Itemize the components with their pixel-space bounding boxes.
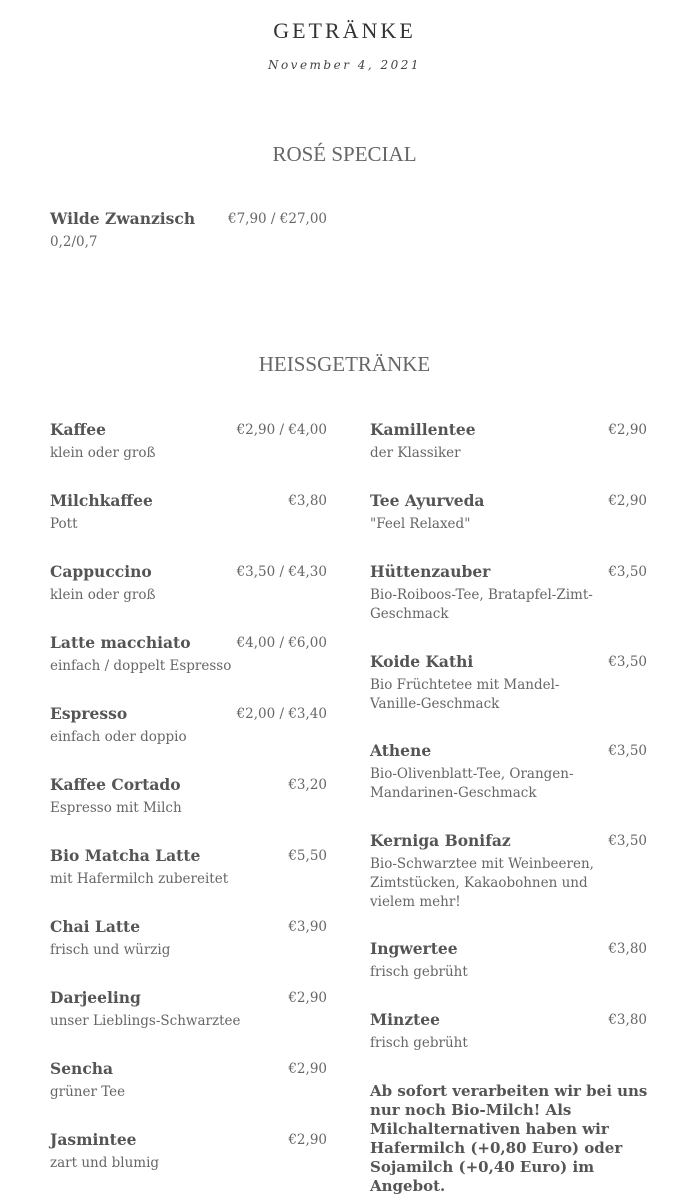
item-price: €3,80 — [288, 493, 327, 509]
item-name: Milchkaffee — [50, 491, 153, 510]
item-name: Kerniga Bonifaz — [370, 831, 511, 850]
item-description: Espresso mit Milch — [50, 800, 182, 816]
menu-item — [50, 1129, 327, 1179]
item-description: klein oder groß — [50, 445, 156, 461]
menu-item — [370, 419, 647, 490]
item-description: 0,2/0,7 — [50, 234, 98, 250]
item-description: klein oder groß — [50, 587, 156, 603]
item-description: einfach oder doppio — [50, 729, 187, 745]
item-name: Koide Kathi — [370, 652, 474, 671]
item-name: Cappuccino — [50, 562, 152, 581]
menu-item — [370, 830, 647, 938]
item-name: Chai Latte — [50, 917, 141, 936]
item-description: frisch gebrüht — [370, 964, 468, 980]
menu-item — [50, 208, 327, 252]
item-price: €3,50 / €4,30 — [236, 564, 327, 580]
heissgetraenke-right-column — [370, 419, 647, 1069]
item-name: Ingwertee — [370, 939, 458, 958]
item-name: Minztee — [370, 1010, 440, 1029]
menu-item — [50, 703, 327, 774]
item-name: Kaffee — [50, 420, 106, 439]
item-name: Jasmintee — [50, 1130, 137, 1149]
menu-item — [50, 774, 327, 845]
milk-note: Ab sofort verarbeiten wir bei uns nur noch Bio-Milch! Als Milchalternativen haben wir Hafermilch (+0,80 Euro) oder Sojamilch (+0,40 Euro) im Angebot. — [370, 1082, 648, 1195]
item-name: Wilde Zwanzisch — [50, 209, 196, 228]
menu-item — [370, 938, 647, 1009]
item-name: Kamillentee — [370, 420, 476, 439]
section-heading-rose-special: ROSÉ SPECIAL — [272, 142, 417, 166]
item-price: €3,90 — [288, 919, 327, 935]
heissgetraenke-left-column — [50, 419, 327, 1179]
menu-item — [50, 561, 327, 632]
item-description: Bio Früchtetee mit Mandel-Vanille-Geschmack — [370, 677, 560, 712]
menu-item — [370, 1009, 647, 1069]
rose-special-list — [50, 208, 327, 252]
menu-title: GETRÄNKE — [273, 18, 416, 43]
item-description: frisch und würzig — [50, 942, 171, 958]
menu-item — [50, 916, 327, 987]
item-name: Hüttenzauber — [370, 562, 491, 581]
item-description: zart und blumig — [50, 1155, 160, 1171]
menu-date: November 4, 2021 — [267, 58, 422, 72]
item-price: €2,90 — [288, 1061, 327, 1077]
item-description: frisch gebrüht — [370, 1035, 468, 1051]
item-price: €2,00 / €3,40 — [236, 706, 327, 722]
menu-item — [50, 987, 327, 1058]
menu-item — [50, 632, 327, 703]
item-price: €3,20 — [288, 777, 327, 793]
item-description: Pott — [50, 516, 78, 532]
item-description: Bio-Schwarztee mit Weinbeeren, Zimtstücken, Kakaobohnen und vielem mehr! — [370, 856, 594, 910]
menu-item — [370, 651, 647, 740]
section-heading-heissgetraenke: HEISSGETRÄNKE — [258, 352, 431, 376]
item-price: €3,50 — [608, 743, 647, 759]
item-price: €3,50 — [608, 564, 647, 580]
item-name: Kaffee Cortado — [50, 775, 181, 794]
item-name: Sencha — [50, 1059, 114, 1078]
item-description: der Klassiker — [370, 445, 461, 461]
item-name: Darjeeling — [50, 988, 141, 1007]
item-price: €3,80 — [608, 941, 647, 957]
item-price: €4,00 / €6,00 — [236, 635, 327, 651]
item-description: einfach / doppelt Espresso — [50, 658, 232, 674]
item-description: unser Lieblings-Schwarztee — [50, 1013, 241, 1029]
item-price: €3,50 — [608, 654, 647, 670]
menu-item — [50, 490, 327, 561]
item-price: €2,90 / €4,00 — [236, 422, 327, 438]
item-name: Bio Matcha Latte — [50, 846, 201, 865]
menu-item — [50, 845, 327, 916]
menu-item — [50, 419, 327, 490]
item-price: €2,90 — [288, 990, 327, 1006]
item-price: €5,50 — [288, 848, 327, 864]
menu-item — [370, 740, 647, 830]
menu-item — [370, 561, 647, 651]
item-description: grüner Tee — [50, 1084, 126, 1100]
item-description: Bio-Roiboos-Tee, Bratapfel-Zimt-Geschmack — [370, 587, 593, 622]
item-price: €3,80 — [608, 1012, 647, 1028]
menu-item — [370, 490, 647, 561]
item-description: mit Hafermilch zubereitet — [50, 871, 229, 887]
item-price: €3,50 — [608, 833, 647, 849]
item-description: Bio-Olivenblatt-Tee, Orangen-Mandarinen-Geschmack — [370, 766, 574, 801]
item-price: €2,90 — [608, 493, 647, 509]
item-description: "Feel Relaxed" — [370, 516, 471, 532]
item-name: Tee Ayurveda — [370, 491, 485, 510]
item-price: €7,90 / €27,00 — [227, 211, 327, 227]
item-price: €2,90 — [288, 1132, 327, 1148]
item-name: Latte macchiato — [50, 633, 191, 652]
item-name: Espresso — [50, 704, 128, 723]
item-price: €2,90 — [608, 422, 647, 438]
menu-item — [50, 1058, 327, 1129]
item-name: Athene — [370, 741, 432, 760]
